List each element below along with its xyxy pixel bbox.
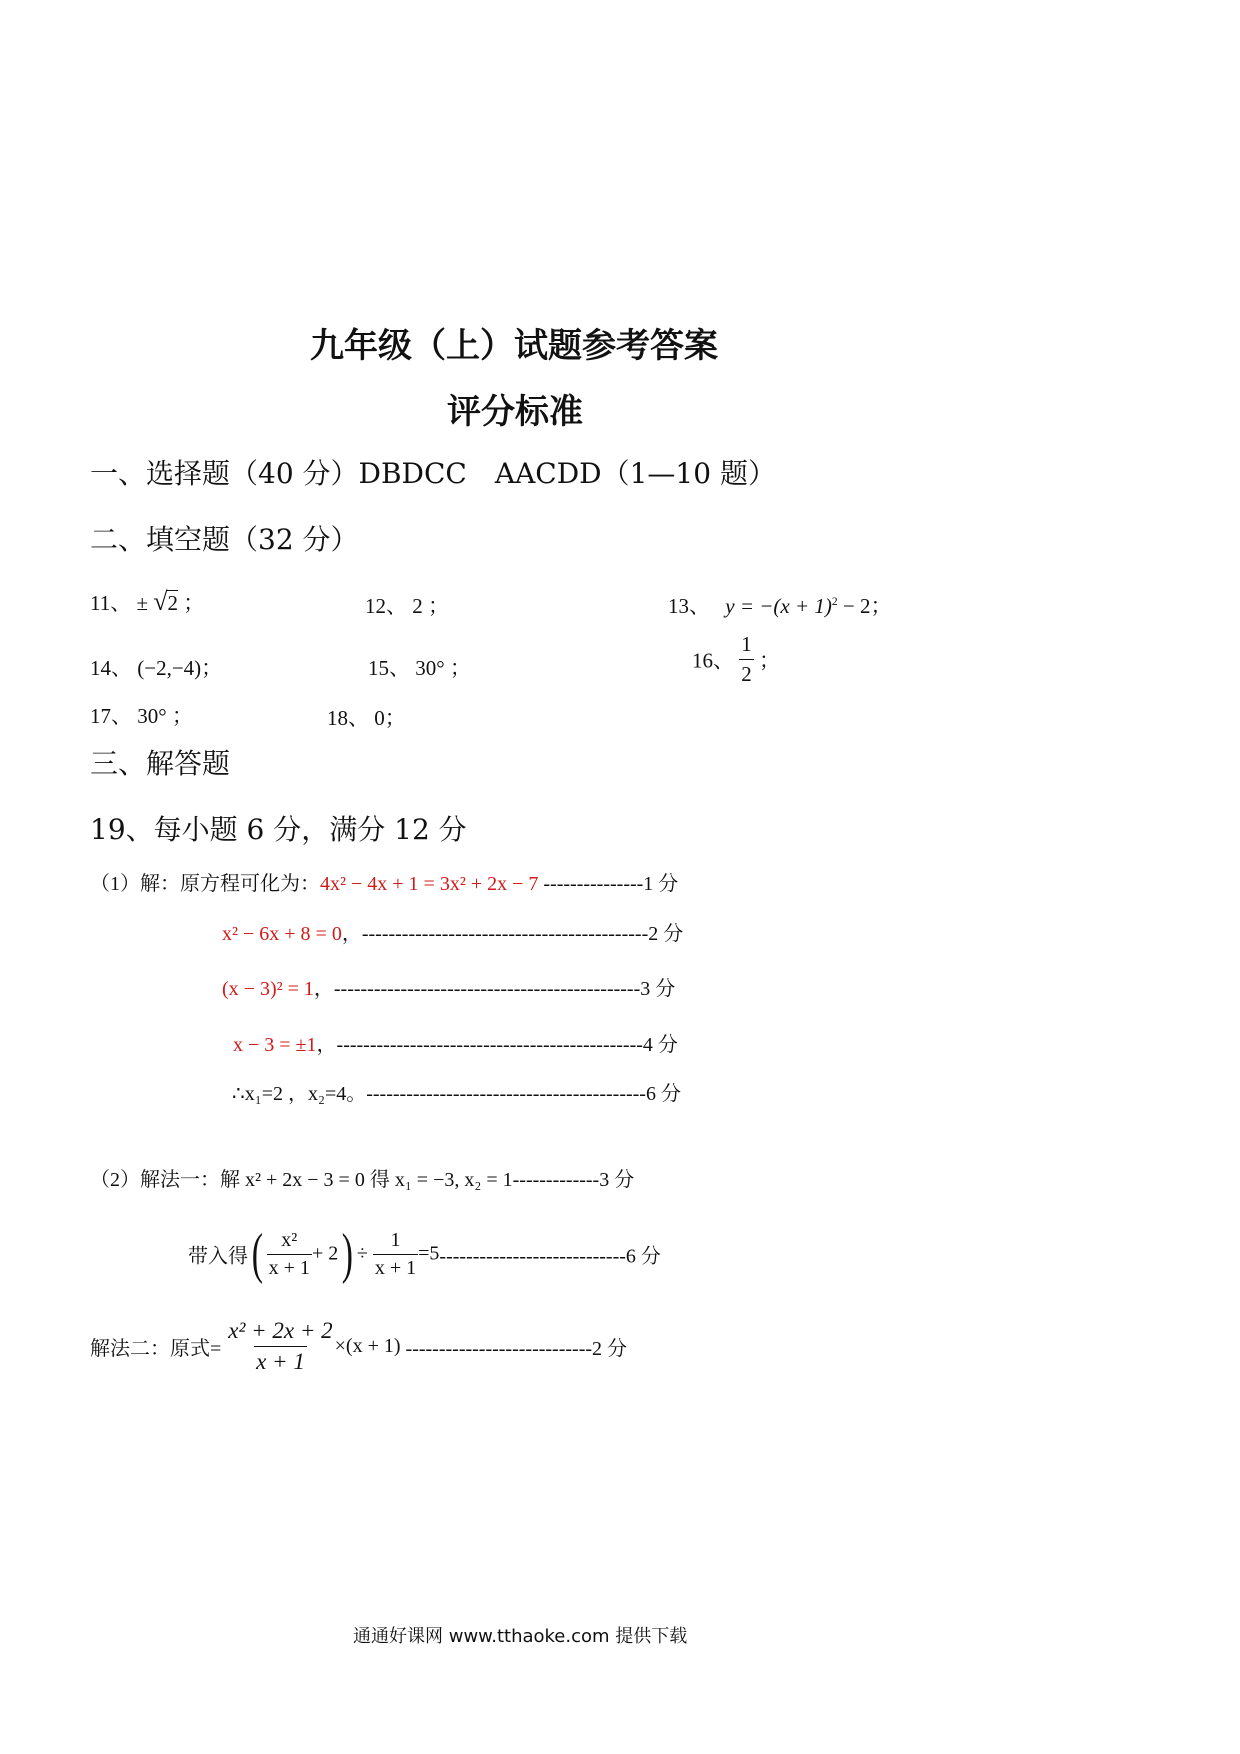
question-19-heading: 19、每小题 6 分，满分 12 分 xyxy=(90,813,467,846)
answer-number: 12、 xyxy=(365,594,407,618)
q19-part1-step2 xyxy=(222,917,683,946)
answer-number: 16、 xyxy=(692,648,734,673)
score: ----------------------------6 分 xyxy=(439,1245,661,1268)
q19-part1-result xyxy=(232,1077,681,1106)
score: ，-------------------------------------------2 分 xyxy=(341,923,684,945)
answer-text: y = −(x + 1) xyxy=(725,594,832,618)
part-label: 解法二：原式= xyxy=(90,1338,222,1360)
answer-tail: − 2； xyxy=(837,594,892,618)
score: ---------------1 分 xyxy=(538,873,679,895)
answer-end: ； xyxy=(183,591,205,615)
answer-text: (−2,−4)； xyxy=(137,656,223,680)
document-title: 九年级（上）试题参考答案 xyxy=(310,326,718,366)
fraction-numerator: x² xyxy=(281,1228,298,1251)
score: ----------------------------2 分 xyxy=(400,1338,628,1360)
section-choice-answers: 一、选择题（40 分）DBDCC AACDD（1—10 题） xyxy=(90,457,776,490)
fraction xyxy=(739,632,754,687)
score: -------------3 分 xyxy=(512,1169,635,1191)
equation: x² − 6x + 8 = 0 xyxy=(222,923,342,945)
plus-minus: ± xyxy=(136,591,149,615)
answer-13 xyxy=(668,590,892,620)
footer-source: 通通好课网 www.tthaoke.com 提供下载 xyxy=(353,1626,688,1647)
multiplier: ×(x + 1) xyxy=(334,1335,401,1357)
section-fill-heading: 二、填空题（32 分） xyxy=(90,523,359,556)
score: ，----------------------------------------------3 分 xyxy=(313,978,676,1000)
q19-part2-substitute: 带入得( $\frac{\text{x²}}{x + 1}$ + 2) ÷ $\frac{1}{x + 1}$ =5----------------------------6 分 xyxy=(188,1223,661,1285)
fraction-numerator: x² + 2x + 2 xyxy=(228,1318,333,1343)
answer-text: 30° ； xyxy=(415,656,471,680)
q19-part2-method1 xyxy=(90,1163,634,1192)
answer-15 xyxy=(368,652,471,682)
answer-text: 0； xyxy=(374,706,406,730)
q19-part1-step4 xyxy=(233,1028,678,1057)
answer-11: 11、 ± √2 ； xyxy=(90,587,205,616)
answer-number: 15、 xyxy=(368,656,410,680)
answer-number: 18、 xyxy=(327,706,369,730)
answer-number: 14、 xyxy=(90,656,132,680)
part-label: （2）解法一：解 xyxy=(90,1169,245,1191)
answer-16 xyxy=(692,632,780,687)
section-solve-heading: 三、解答题 xyxy=(90,747,231,780)
answer-12 xyxy=(365,590,449,620)
plus-term: + 2 xyxy=(311,1242,339,1265)
q19-part1-step1 xyxy=(90,867,678,896)
fraction xyxy=(373,1229,418,1280)
answer-text: 30° ； xyxy=(137,704,193,728)
sqrt-radicand: 2 xyxy=(167,591,179,615)
q19-part1-step3 xyxy=(222,972,675,1001)
result: ∴x₁=2 ，x₂=4。 xyxy=(232,1083,367,1105)
equation: 4x² − 4x + 1 = 3x² + 2x − 7 xyxy=(320,873,539,895)
fraction-denominator: x + 1 xyxy=(267,1254,312,1280)
answer-text: 2 ； xyxy=(412,594,449,618)
score: ，----------------------------------------------4 分 xyxy=(316,1034,678,1056)
fraction-denominator: x + 1 xyxy=(373,1254,418,1280)
exponent: 2 xyxy=(831,596,838,608)
answer-number: 13、 xyxy=(668,594,710,618)
fraction-numerator: 1 xyxy=(390,1228,401,1251)
answer-18 xyxy=(327,702,406,732)
score: ------------------------------------------6 分 xyxy=(366,1083,681,1105)
part-label: （1）解：原方程可化为： xyxy=(90,873,320,895)
divide-sign: ÷ xyxy=(356,1242,368,1265)
fraction-denominator: x + 1 xyxy=(254,1346,307,1375)
fraction-denominator: 2 xyxy=(739,659,754,687)
substitute-label: 带入得 xyxy=(188,1245,248,1268)
document-subtitle: 评分标准 xyxy=(447,392,583,432)
fraction xyxy=(267,1229,312,1280)
equation: x − 3 = ±1 xyxy=(233,1034,317,1056)
equation: x² + 2x − 3 = 0 得 x₁ = −3, x₂ = 1 xyxy=(245,1169,513,1191)
fraction-numerator: 1 xyxy=(741,632,752,656)
q19-part2-method2 xyxy=(90,1318,627,1375)
fraction xyxy=(226,1318,334,1375)
result: =5 xyxy=(418,1242,440,1265)
answer-number: 17、 xyxy=(90,704,132,728)
equation: (x − 3)² = 1 xyxy=(222,978,314,1000)
answer-17 xyxy=(90,700,193,730)
answer-end: ； xyxy=(759,648,780,673)
answer-14 xyxy=(90,652,222,682)
answer-number: 11、 xyxy=(90,591,132,615)
